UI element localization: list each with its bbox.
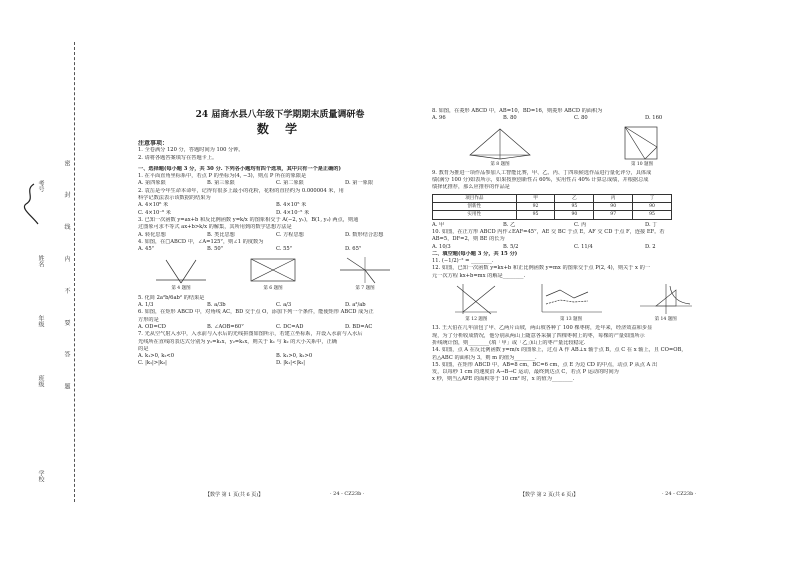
question-line: 15. 如图，在矩形 ABCD 中，AB=8 cm，BC=6 cm，点 E 为边 CD 的中点，动点 P 从点 A 出 (432, 361, 658, 368)
table-row (433, 203, 672, 211)
answer-option: B. 80 (503, 115, 517, 122)
right-questions-d (432, 325, 710, 383)
table-header-cell: 乙 (555, 194, 594, 202)
footer-right-code: · 24 - CZ23b · (662, 491, 697, 497)
answer-option: A. 1/3 (138, 302, 154, 309)
field-grade: 年级 (37, 315, 44, 327)
answer-options (138, 353, 408, 360)
table-header-cell: 丁 (633, 194, 672, 202)
answer-option: A. 4×10⁶ 米 (138, 202, 169, 209)
table-cell: 实用性 (433, 211, 517, 219)
answer-option: B. k₁>0, k₂>0 (276, 353, 313, 360)
answer-option: C. |k₁|>|k₂| (138, 360, 167, 367)
table-row (433, 211, 672, 219)
table-cell: 95 (555, 203, 594, 211)
question-line: 若△ABC 的面积为 3，则 m 的值为________. (432, 354, 537, 361)
figure-caption: 第 13 题图 (559, 317, 583, 323)
scores-table (432, 194, 672, 220)
footer-left-page: 【数学 第 1 页(共 6 页)】 (205, 492, 264, 498)
answer-options (138, 360, 408, 367)
table-cell: 90 (555, 211, 594, 219)
right-questions-a (432, 108, 710, 123)
table-header-cell: 项目作品 (433, 194, 517, 202)
answer-option: D. 数形结合思想 (345, 231, 384, 238)
question-line: 6. 如图，在矩形 ABCD 中，对角线 AC，BD 交于点 O，添加下列一个条件，能使矩形 ABCD 成为正 (138, 309, 374, 316)
question-line: 折线统计图，则________(填「甲」或「乙」)山上的枣产量比较稳定. (432, 339, 586, 346)
left-questions-a (138, 166, 408, 254)
answer-option: B. 4×10⁵ 米 (276, 202, 307, 209)
answer-option: B. ∠AOB=60° (207, 323, 244, 330)
field-school: 学校 (37, 470, 44, 482)
footer-right-page: 【数学 第 2 页(共 6 页)】 (520, 492, 579, 498)
question-line: 11. (−1/2)⁻² = ________. (432, 258, 494, 265)
handwritten-signature (14, 180, 44, 230)
figure-q12 (432, 282, 521, 323)
answer-option: D. 第一象限 (345, 180, 374, 187)
answer-option: B. 5/2 (503, 243, 519, 250)
answer-options (432, 244, 710, 251)
answer-options (138, 202, 408, 209)
figure-caption: 第 10 题图 (630, 161, 654, 167)
right-questions-c (432, 222, 710, 280)
table-cell: 90 (594, 203, 633, 211)
binding-line-text: 密 封 线 内 不 要 答 题 (63, 160, 70, 402)
answer-options (138, 246, 408, 253)
right-figure-row-2 (432, 282, 710, 323)
right-column (432, 108, 710, 384)
answer-option: A. 转化思想 (138, 231, 166, 238)
question-line: 绩(满分 100 分)如表所示，如果按照创新性占 60%，实用性占 40% 计算总成绩，并根据总成 (432, 177, 649, 184)
question-line: x 秒，则当△APE 的面积等于 10 cm² 时，x 的值为________. (432, 376, 575, 383)
answer-option: A. 第四象限 (138, 180, 166, 187)
answer-options (138, 232, 408, 239)
question-line: 10. 如图，在正方形 ABCD 内作∠EAF=45°，AE 交 BC 于点 E，AF 交 CD 于点 F，连接 EF。若 (432, 228, 665, 235)
answer-option: D. BD=AC (345, 323, 373, 330)
figure-caption: 第 8 题图 (490, 161, 510, 167)
question-line: 方形的是 (138, 316, 159, 323)
question-line: 8. 如图，在菱形 ABCD 中，AB=10，BD=16，则菱形 ABCD 的面积为 (432, 108, 603, 114)
table-cell: 95 (516, 211, 555, 219)
binding-margin (0, 0, 82, 561)
answer-option: C. 55° (276, 246, 293, 253)
answer-options (432, 115, 710, 122)
section-heading: 一、选择题(每小题 3 分，共 30 分. 下列各小题均有四个选项，其中只有一个是正确的) (138, 165, 341, 172)
question-line: 发，以每秒 1 cm 的速度沿 A→B→C 运动，最终到达点 C，若点 P 运动的时间为 (432, 369, 619, 376)
figure-q14 (621, 282, 710, 323)
notes-item: 2. 请将各题答案填写在答题卡上。 (138, 154, 218, 161)
question-line: 9. 教育为推进一项作品参加人工智能比赛，甲、乙、丙、丁四项候选作品进行量化评分，具体成 (432, 169, 652, 176)
answer-option: B. 第三象限 (207, 180, 235, 187)
answer-option: C. a/3 (276, 302, 292, 309)
section-heading: 二、填空题(每小题 3 分，共 15 分) (432, 250, 518, 257)
question-line: 14. 如图，点 A 在反比例函数 y=m/x 的图象上，过点 A 作 AB⊥x 轴于点 B，点 C 在 x 轴上，且 CO=OB， (432, 347, 687, 354)
answer-option: A. 甲 (432, 221, 445, 228)
answer-option: D. 160 (645, 115, 663, 122)
figure-q7 (322, 255, 408, 292)
answer-option: D. 65° (345, 246, 362, 253)
table-cell: 97 (594, 211, 633, 219)
field-exam-number: 考号 (37, 180, 44, 192)
table-cell: 90 (633, 203, 672, 211)
question-line: 5. 化简 2a²b/6ab² 的结果是 (138, 294, 205, 301)
footer-left-code: · 24 - CZ23b · (330, 491, 365, 497)
exam-subject: 数 学 (256, 122, 304, 136)
answer-options (138, 324, 408, 331)
left-column (138, 140, 408, 368)
answer-option: C. DC=AD (276, 323, 304, 330)
answer-option: B. a/3b (207, 302, 226, 309)
left-figure-row (138, 255, 408, 292)
binding-line (74, 42, 75, 502)
question-line: 2. 袁岳是今年生命本命年，记得有很多上最小的花粉，花粉的直径约为 0.000004 米，用 (138, 187, 344, 194)
figure-q6 (230, 255, 316, 292)
answer-options (138, 210, 408, 217)
table-cell: 95 (633, 211, 672, 219)
figure-caption: 第 14 题图 (654, 317, 677, 323)
answer-option: D. 2 (645, 243, 656, 250)
answer-option: A. 10/3 (432, 243, 451, 250)
answer-option: D. |k₁|<|k₂| (276, 360, 306, 367)
question-line: 4. 如图，在□ABCD 中，∠A=125°，则∠1 的度数为 (138, 238, 264, 245)
answer-option: A. k₁>0, k₂<0 (138, 353, 175, 360)
answer-option: D. a²/ab (345, 302, 366, 309)
question-line: 12. 如图，已知一次函数 y=kx+b 和正比例函数 y=mx 的图象交于点 P(2, 4)，则关于 x 的一 (432, 265, 651, 272)
field-name: 姓名 (37, 255, 44, 267)
question-line: AB=5，DF=2，则 BE 的长为 (432, 236, 505, 243)
question-line: 元一次方程 kx+b=mx 的解是________. (432, 272, 526, 279)
figure-q8 (432, 125, 568, 168)
table-cell: 创新性 (433, 203, 517, 211)
question-line: 13. 王大伯在几年前包了甲、乙两片山坡，两山坡各种了 100 棵枣树，近年来，经济效益和步显 (432, 325, 653, 332)
figure-q10 (574, 125, 710, 168)
notes-item: 1. 全卷满分 120 分，答题时间为 100 分钟。 (138, 147, 244, 154)
answer-option: D. 丁 (645, 221, 658, 228)
answer-option: C. 丙 (574, 221, 587, 228)
question-line: 过图象可求不等式 ax+b>k/x 的解集，其所用到的数学思想方法是 (138, 224, 292, 231)
table-header-cell: 丙 (594, 194, 633, 202)
question-line: 7. 光从空气射入水中，入水前与入水后的光线拼图如图所示，若建立坐标系，并设入水前与入水后 (138, 331, 363, 338)
table-cell: 92 (516, 203, 555, 211)
figure-caption: 第 7 题图 (355, 286, 375, 292)
answer-options (138, 180, 408, 187)
figure-caption: 第 6 题图 (263, 286, 283, 292)
question-line: 1. 在平面直角坐标系中，若点 P 的坐标为(4, −3)，则点 P 所在的象限是 (138, 173, 307, 180)
answer-option: C. 方程思想 (276, 231, 304, 238)
answer-option: A. 96 (432, 115, 446, 122)
right-figure-row (432, 125, 710, 168)
answer-option: B. 乙 (503, 221, 516, 228)
table-header-cell: 甲 (516, 194, 555, 202)
figure-q4 (138, 255, 224, 292)
figure-caption: 第 12 题图 (465, 317, 488, 323)
notes-heading: 注意事项： (138, 140, 169, 147)
figure-q13 (527, 282, 616, 323)
answer-options (138, 302, 408, 309)
field-class: 班级 (37, 375, 44, 387)
left-questions-b (138, 295, 408, 368)
answer-option: D. 4×10⁻⁵ 米 (276, 209, 310, 216)
question-line: 绩择优推荐，那么应推荐的作品是 (432, 184, 510, 191)
answer-option: C. 11/4 (574, 243, 593, 250)
answer-options (432, 222, 710, 229)
question-line: 科学记数法表示该数据的结果为 (138, 195, 211, 202)
answer-option: C. 80 (574, 115, 588, 122)
answer-option: B. 50° (207, 246, 224, 253)
question-line: 现，为了分析收成情况，他分别从两山上随意各采摘了四棵枣树上的枣，每棵的产量如图所示 (432, 332, 645, 339)
question-line: 的是 (138, 345, 149, 352)
answer-option: A. OD=CD (138, 323, 166, 330)
right-questions-b (432, 170, 710, 192)
exam-title: 24 届商水县八年级下学期期末质量调研卷 (195, 110, 365, 120)
answer-option: B. 类比思想 (207, 231, 235, 238)
question-line: 光线所在直线的表达式分别为 y₁=k₁x，y₂=k₂x，则关于 k₁ 与 k₂ 的大小关系中，正确 (138, 338, 337, 345)
answer-option: C. 4×10⁻⁶ 米 (138, 209, 171, 216)
figure-caption: 第 4 题图 (171, 286, 191, 292)
question-line: 3. 已知一次函数 y=ax+b 和反比例函数 y=k/x 的图象相交于 A(−2, y₁)，B(1, y₂) 两点，则通 (138, 216, 359, 223)
table-header-row (433, 194, 672, 202)
answer-option: C. 第二象限 (276, 180, 304, 187)
answer-option: A. 45° (138, 246, 155, 253)
